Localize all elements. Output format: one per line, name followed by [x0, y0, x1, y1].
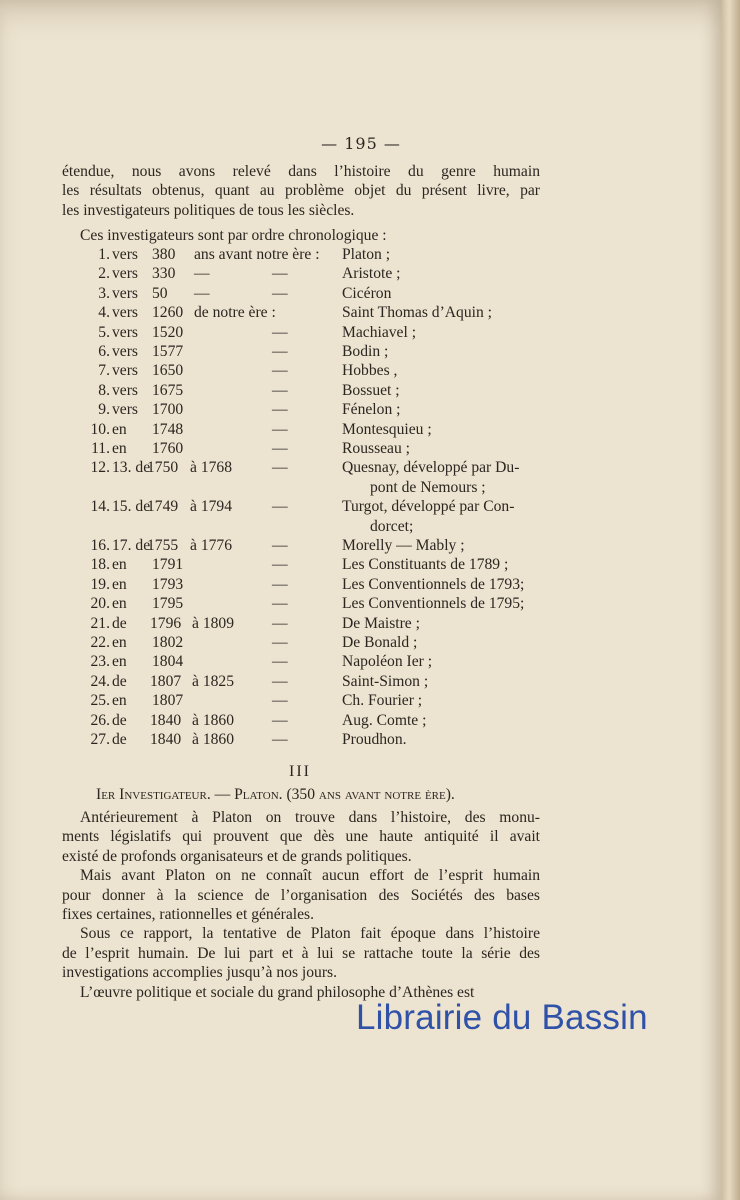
investigator-name: Bossuet ;: [342, 381, 400, 399]
investigator-number: 6.: [98, 343, 110, 360]
investigator-prefix: vers: [112, 265, 138, 283]
investigator-dash: —: [272, 537, 288, 554]
investigator-number: 26.: [90, 711, 110, 729]
investigator-number: 19.: [90, 575, 110, 593]
section-number: III: [289, 763, 311, 780]
investigator-dash: —: [272, 265, 288, 283]
investigator-prefix: 15. de: [112, 498, 151, 516]
text-line: Antérieurement à Platon on trouve dans l’histoire, des monu-: [80, 809, 540, 826]
text-line: fixes certaines, rationnelles et générales.: [62, 906, 314, 923]
investigator-dash: —: [272, 614, 288, 632]
investigator-name: Les Conventionnels de 1795;: [342, 595, 525, 613]
investigator-prefix: de: [112, 614, 127, 632]
investigator-era: à 1825: [192, 672, 235, 690]
text-line: existé de profonds organisateurs et de grands politiques.: [62, 847, 412, 865]
investigator-number: 24.: [90, 672, 110, 690]
investigator-date: 1807: [152, 692, 184, 710]
investigator-number: 14.: [90, 498, 110, 516]
body-paragraph: [62, 808, 540, 866]
investigator-prefix: en: [112, 692, 127, 710]
investigator-number: 3.: [98, 284, 110, 302]
investigator-date: 1755: [147, 537, 179, 554]
investigator-prefix: en: [112, 595, 127, 613]
investigator-dash: —: [272, 711, 288, 729]
investigator-name: Saint-Simon ;: [342, 672, 429, 690]
investigator-name: De Maistre ;: [342, 614, 420, 632]
investigator-dash: —: [272, 401, 288, 419]
intro-line: Ces investigateurs sont par ordre chronologique :: [80, 227, 387, 244]
investigator-number: 4.: [98, 304, 110, 322]
investigator-name: Proudhon.: [342, 731, 407, 748]
text-line: L’œuvre politique et sociale du grand philosophe d’Athènes est: [80, 983, 475, 1001]
investigator-number: 11.: [91, 440, 110, 457]
investigator-name: Rousseau ;: [342, 440, 411, 457]
investigator-number: 10.: [90, 420, 110, 438]
investigator-prefix: 13. de: [112, 459, 151, 477]
investigator-era: —: [194, 284, 210, 302]
investigator-number: 9.: [98, 401, 110, 419]
investigator-prefix: vers: [112, 401, 138, 419]
investigator-era: à 1860: [192, 711, 235, 729]
investigator-number: 12.: [90, 459, 110, 477]
investigator-prefix: vers: [112, 323, 138, 341]
investigator-name: Platon ;: [342, 246, 391, 263]
investigator-name: Morelly — Mably ;: [342, 537, 465, 554]
investigator-number: 21.: [90, 614, 110, 632]
investigator-name: Les Conventionnels de 1793;: [342, 575, 525, 593]
investigator-prefix: vers: [112, 343, 138, 360]
investigator-number: 8.: [98, 381, 110, 399]
investigator-name: Hobbes ,: [342, 362, 398, 380]
text-line: étendue, nous avons relevé dans l’histoire du genre humain: [62, 163, 540, 180]
text-line: ments législatifs qui prouvent que dès une haute antiquité il avait: [62, 828, 540, 846]
investigator-era: à 1794: [190, 498, 233, 516]
investigator-name: Cicéron: [342, 284, 392, 302]
investigator-dash: —: [272, 692, 288, 710]
investigator-date: 1260: [152, 304, 184, 322]
investigator-era: à 1809: [192, 614, 235, 632]
investigator-dash: —: [272, 595, 288, 613]
investigator-name-continued: pont de Nemours ;: [370, 479, 486, 497]
investigator-name: Turgot, développé par Con-: [342, 498, 515, 516]
investigator-prefix: 17. de: [112, 537, 151, 554]
investigator-era: —: [194, 265, 210, 283]
investigator-prefix: de: [112, 672, 127, 690]
investigator-date: 1802: [152, 634, 184, 651]
investigator-dash: —: [272, 420, 288, 438]
investigator-prefix: vers: [112, 362, 138, 380]
investigator-date: 1840: [150, 711, 182, 729]
investigator-prefix: de: [112, 711, 127, 729]
investigator-date: 1840: [150, 731, 182, 748]
investigator-name: Les Constituants de 1789 ;: [342, 556, 509, 574]
investigator-name: Machiavel ;: [342, 323, 417, 341]
investigator-date: 1795: [152, 595, 184, 613]
text-line: les investigateurs politiques de tous les siècles.: [62, 201, 355, 219]
investigator-name: Saint Thomas d’Aquin ;: [342, 304, 493, 322]
body-paragraph: [62, 924, 540, 982]
investigator-date: 380: [152, 246, 176, 263]
watermark: Librairie du Bassin: [356, 998, 648, 1037]
investigator-date: 1750: [147, 459, 179, 477]
investigator-date: 1804: [152, 653, 184, 671]
text-line: Sous ce rapport, la tentative de Platon fait époque dans l’histoire: [80, 925, 540, 943]
text-line: Mais avant Platon on ne connaît aucun effort de l’esprit humain: [80, 867, 540, 885]
investigator-number: 23.: [90, 653, 110, 671]
page-number: — 195 —: [321, 134, 401, 153]
investigator-dash: —: [272, 575, 288, 593]
investigator-date: 1577: [152, 343, 184, 360]
investigator-prefix: en: [112, 634, 127, 651]
investigator-number: 18.: [90, 556, 110, 574]
investigator-dash: —: [272, 343, 288, 360]
investigator-date: 1700: [152, 401, 184, 419]
investigator-date: 330: [152, 265, 176, 283]
investigator-date: 1807: [150, 672, 182, 690]
investigator-era: à 1776: [190, 537, 233, 554]
investigator-name: Aristote ;: [342, 265, 401, 283]
investigator-dash: —: [272, 284, 288, 302]
investigator-era: ans avant notre ère :: [194, 246, 320, 263]
investigator-dash: —: [272, 634, 288, 651]
text-line: les résultats obtenus, quant au problème objet du présent livre, par: [62, 182, 540, 200]
investigator-number: 1.: [98, 246, 110, 263]
investigator-name: Napoléon Ier ;: [342, 653, 433, 671]
investigator-era: à 1860: [192, 731, 235, 748]
investigator-number: 20.: [90, 595, 110, 613]
investigator-number: 16.: [90, 537, 110, 554]
investigator-name: Bodin ;: [342, 343, 389, 360]
investigator-date: 1760: [152, 440, 184, 457]
investigator-dash: —: [272, 731, 288, 748]
investigator-prefix: de: [112, 731, 127, 748]
investigator-era: à 1768: [190, 459, 233, 477]
investigator-date: 1796: [150, 614, 182, 632]
investigator-name: Fénelon ;: [342, 401, 401, 419]
investigator-dash: —: [272, 459, 288, 477]
investigator-prefix: en: [112, 653, 127, 671]
investigator-name: Aug. Comte ;: [342, 711, 427, 729]
investigator-date: 1791: [152, 556, 184, 574]
investigator-date: 1793: [152, 575, 184, 593]
investigator-dash: —: [272, 381, 288, 399]
investigator-dash: —: [272, 556, 288, 574]
investigator-prefix: en: [112, 575, 127, 593]
investigator-dash: —: [272, 653, 288, 671]
investigator-name-continued: dorcet;: [370, 518, 414, 536]
investigator-number: 2.: [98, 265, 110, 283]
investigator-prefix: vers: [112, 304, 138, 322]
investigator-date: 1520: [152, 323, 184, 341]
investigator-name: Montesquieu ;: [342, 420, 432, 438]
investigator-prefix: vers: [112, 284, 138, 302]
investigator-number: 22.: [90, 634, 110, 651]
investigator-date: 1749: [147, 498, 179, 516]
investigator-name: Ch. Fourier ;: [342, 692, 423, 710]
opening-paragraph: [62, 162, 540, 220]
investigator-prefix: vers: [112, 381, 138, 399]
investigator-prefix: en: [112, 440, 127, 457]
investigator-date: 1675: [152, 381, 184, 399]
investigator-prefix: vers: [112, 246, 138, 263]
investigator-prefix: en: [112, 556, 127, 574]
investigator-date: 1650: [152, 362, 184, 380]
investigator-dash: —: [272, 672, 288, 690]
investigator-dash: —: [272, 440, 288, 457]
investigator-name: Quesnay, développé par Du-: [342, 459, 520, 477]
investigator-prefix: en: [112, 420, 127, 438]
investigator-era: de notre ère :: [194, 304, 276, 322]
text-line: pour donner à la science de l’organisation des Sociétés des bases: [62, 886, 540, 904]
investigator-date: 50: [152, 284, 168, 302]
investigator-date: 1748: [152, 420, 184, 438]
investigator-dash: —: [272, 323, 288, 341]
section-heading: Ier Investigateur. — Platon. (350 ans avant notre ère).: [96, 786, 455, 803]
text-line: de l’esprit humain. De lui part et à lui se rattache toute la série des: [62, 944, 540, 962]
investigator-number: 5.: [98, 323, 110, 341]
investigator-dash: —: [272, 498, 288, 516]
investigator-number: 7.: [98, 362, 110, 380]
investigator-name: De Bonald ;: [342, 634, 418, 651]
investigator-dash: —: [272, 362, 288, 380]
page-edge: [722, 0, 740, 1200]
body-paragraph: [62, 866, 540, 924]
text-line: investigations accomplies jusqu’à nos jours.: [62, 964, 338, 982]
investigator-number: 25.: [90, 692, 110, 710]
investigator-number: 27.: [90, 731, 110, 748]
